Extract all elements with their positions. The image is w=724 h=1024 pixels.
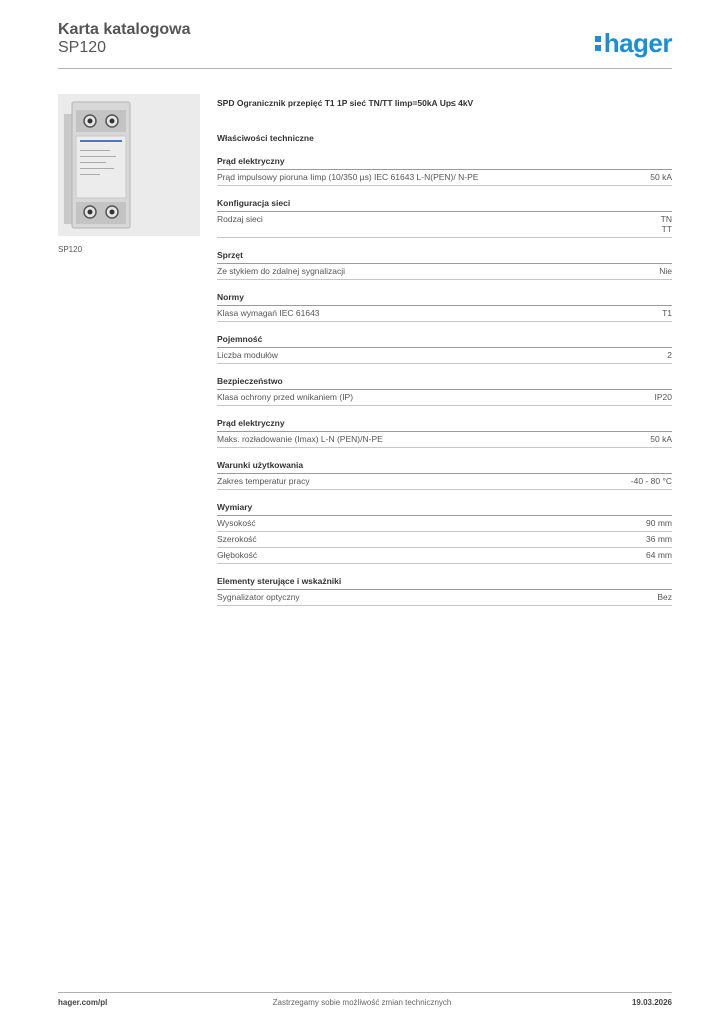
spec-label: Sygnalizator optyczny [217, 592, 300, 602]
spec-group [217, 334, 672, 364]
spec-group [217, 502, 672, 564]
spec-row [217, 170, 672, 186]
spec-group-title: Normy [217, 292, 672, 306]
spec-label: Zakres temperatur pracy [217, 476, 310, 486]
product-image [58, 94, 200, 236]
header-divider [58, 68, 672, 69]
spec-row [217, 306, 672, 322]
spec-group [217, 198, 672, 238]
spec-group-title: Sprzęt [217, 250, 672, 264]
hager-logo: hager [595, 28, 672, 59]
spec-value: 50 kA [650, 434, 672, 444]
surge-protector-image [58, 94, 200, 236]
spec-value: -40 - 80 °C [630, 476, 672, 486]
spec-value: 36 mm [646, 534, 672, 544]
spec-group [217, 460, 672, 490]
spec-value: 90 mm [646, 518, 672, 528]
spec-value: T1 [662, 308, 672, 318]
spec-group-title: Bezpieczeństwo [217, 376, 672, 390]
spec-group-title: Warunki użytkowania [217, 460, 672, 474]
spec-label: Liczba modułów [217, 350, 278, 360]
spec-label: Klasa ochrony przed wnikaniem (IP) [217, 392, 354, 402]
spec-row [217, 390, 672, 406]
spec-label: Prąd impulsowy pioruna Iimp (10/350 µs) IEC 61643 L-N(PEN)/ N-PE [217, 172, 479, 182]
spec-row [217, 516, 672, 532]
spec-group-title: Prąd elektryczny [217, 156, 672, 170]
spec-value: Bez [657, 592, 672, 602]
spec-group [217, 156, 672, 186]
spec-label: Rodzaj sieci [217, 214, 263, 224]
spec-value: 64 mm [646, 550, 672, 560]
spec-label: Ze stykiem do zdalnej sygnalizacji [217, 266, 346, 276]
spec-groups [217, 156, 672, 606]
spec-row [217, 548, 672, 564]
section-title: Właściwości techniczne [217, 133, 314, 143]
spec-label: Głębokość [217, 550, 258, 560]
spec-value: 50 kA [650, 172, 672, 182]
spec-group [217, 576, 672, 606]
spec-group [217, 250, 672, 280]
spec-row [217, 532, 672, 548]
spec-value: 2 [667, 350, 672, 360]
product-title: SPD Ogranicznik przepięć T1 1P sieć TN/TT Iimp=50kA Up≤ 4kV [217, 98, 474, 108]
footer-divider [58, 992, 672, 993]
footer-website: hager.com/pl [58, 998, 108, 1007]
spec-row [217, 264, 672, 280]
spec-group-title: Konfiguracja sieci [217, 198, 672, 212]
spec-group-title: Pojemność [217, 334, 672, 348]
spec-group [217, 292, 672, 322]
spec-label: Wysokość [217, 518, 256, 528]
spec-value: Nie [659, 266, 672, 276]
spec-group-title: Elementy sterujące i wskaźniki [217, 576, 672, 590]
spec-group [217, 376, 672, 406]
logo-dots-icon [595, 35, 602, 51]
spec-row [217, 348, 672, 364]
spec-row [217, 474, 672, 490]
spec-row [217, 212, 672, 238]
spec-value: IP20 [654, 392, 672, 402]
spec-group-title: Prąd elektryczny [217, 418, 672, 432]
spec-value: TN TT [660, 214, 672, 234]
spec-label: Szerokość [217, 534, 257, 544]
page-title: Karta katalogowa [58, 21, 191, 38]
spec-group-title: Wymiary [217, 502, 672, 516]
spec-row [217, 432, 672, 448]
spec-group [217, 418, 672, 448]
image-caption: SP120 [58, 245, 83, 254]
footer-disclaimer: Zastrzegamy sobie możliwość zmian technicznych [272, 998, 452, 1007]
spec-row [217, 590, 672, 606]
footer-date: 19.03.2026 [631, 998, 672, 1007]
spec-label: Maks. rozładowanie (Imax) L-N (PEN)/N-PE [217, 434, 383, 444]
product-code: SP120 [58, 39, 107, 56]
specifications [217, 98, 672, 606]
spec-label: Klasa wymagań IEC 61643 [217, 308, 320, 318]
